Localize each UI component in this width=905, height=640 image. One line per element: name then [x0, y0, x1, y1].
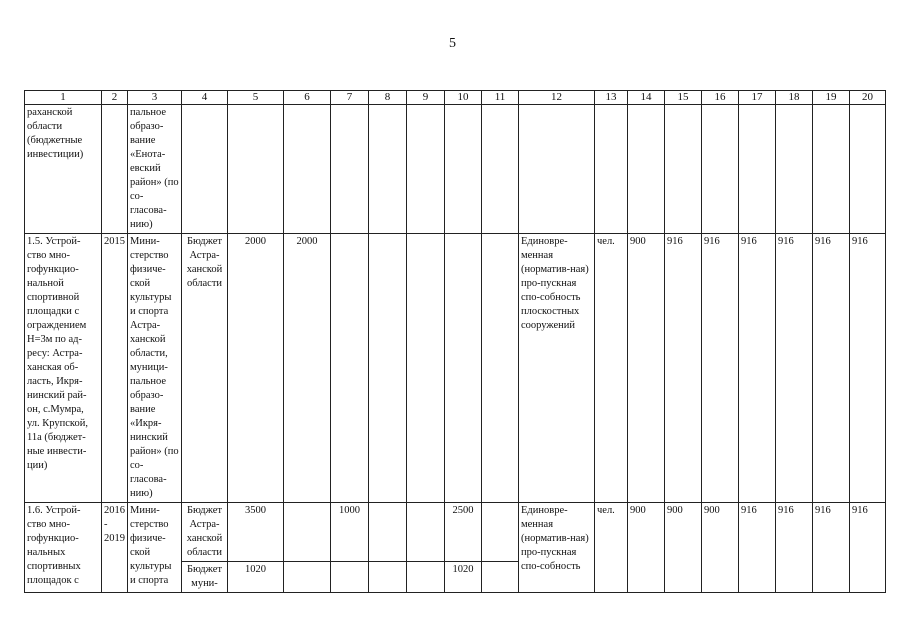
header-cell: 20 [850, 91, 886, 105]
value-cell [228, 105, 284, 234]
value-cell: 900 [702, 503, 739, 593]
value-cell: 916 [776, 503, 813, 593]
header-cell: 11 [482, 91, 519, 105]
header-cell: 3 [128, 91, 182, 105]
value-cell [628, 105, 665, 234]
header-cell: 12 [519, 91, 595, 105]
item-name-cell: раханской области (бюджетные инвестиции) [25, 105, 102, 234]
table-row [25, 503, 886, 562]
funding-source-cell: Бюджет Астра-ханской области [182, 234, 228, 503]
value-cell: 2000 [284, 234, 331, 503]
indicator-cell: Единовре-менная (норматив-ная) про-пускная спо-собность плоскостных сооружений [519, 234, 595, 503]
value-cell [665, 105, 702, 234]
value-cell: 900 [628, 234, 665, 503]
value-cell: 1000 [331, 503, 369, 562]
value-cell [482, 503, 519, 562]
value-cell [284, 503, 331, 562]
value-cell [407, 234, 445, 503]
value-cell [407, 105, 445, 234]
header-cell: 5 [228, 91, 284, 105]
header-cell: 6 [284, 91, 331, 105]
value-cell [445, 234, 482, 503]
item-name-cell: 1.6. Устрой-ство мно-гофункцио-нальных спортивных площадок с [25, 503, 102, 593]
unit-cell [595, 105, 628, 234]
funding-source-cell [182, 105, 228, 234]
header-cell: 7 [331, 91, 369, 105]
value-cell [482, 562, 519, 593]
header-cell: 16 [702, 91, 739, 105]
executor-cell: пальное образо-вание «Енота-евский район» (по со-гласова-нию) [128, 105, 182, 234]
value-cell: 916 [850, 234, 886, 503]
item-name-cell: 1.5. Устрой-ство мно-гофункцио-нальной спортивной площадки с ограждением Н=3м по ад-ресу: Астра-ханская об-ласть, Икря-нинский рай-он, с.Мумра, ул. Крупской, 11а (бюджет-ные инвести-ции) [25, 234, 102, 503]
header-cell: 10 [445, 91, 482, 105]
value-cell [702, 105, 739, 234]
value-cell [331, 562, 369, 593]
header-cell: 9 [407, 91, 445, 105]
header-cell: 14 [628, 91, 665, 105]
header-cell: 18 [776, 91, 813, 105]
header-cell: 4 [182, 91, 228, 105]
period-cell [102, 105, 128, 234]
value-cell: 916 [813, 234, 850, 503]
value-cell: 900 [628, 503, 665, 593]
table-row [25, 234, 886, 503]
value-cell: 916 [776, 234, 813, 503]
header-cell: 17 [739, 91, 776, 105]
value-cell [369, 562, 407, 593]
indicator-cell: Единовре-менная (норматив-ная) про-пускная спо-собность [519, 503, 595, 593]
value-cell [331, 234, 369, 503]
value-cell [482, 105, 519, 234]
value-cell: 916 [702, 234, 739, 503]
header-cell: 2 [102, 91, 128, 105]
page-number: 5 [449, 36, 456, 51]
program-table [24, 90, 886, 593]
header-row [25, 91, 886, 105]
executor-cell: Мини-стерство физиче-ской культуры и спорта [128, 503, 182, 593]
value-cell: 2000 [228, 234, 284, 503]
value-cell [369, 234, 407, 503]
unit-cell: чел. [595, 503, 628, 593]
period-cell: 2016 - 2019 [102, 503, 128, 593]
value-cell [482, 234, 519, 503]
header-cell: 15 [665, 91, 702, 105]
indicator-cell [519, 105, 595, 234]
value-cell: 1020 [228, 562, 284, 593]
value-cell [369, 503, 407, 562]
value-cell [284, 562, 331, 593]
table-row [25, 105, 886, 234]
value-cell: 1020 [445, 562, 482, 593]
value-cell [813, 105, 850, 234]
value-cell: 900 [665, 503, 702, 593]
value-cell: 3500 [228, 503, 284, 562]
value-cell: 916 [665, 234, 702, 503]
header-cell: 1 [25, 91, 102, 105]
value-cell [331, 105, 369, 234]
funding-source-cell: Бюджет Астра-ханской области [182, 503, 228, 562]
value-cell [284, 105, 331, 234]
header-cell: 13 [595, 91, 628, 105]
period-cell: 2015 [102, 234, 128, 503]
value-cell: 2500 [445, 503, 482, 562]
value-cell: 916 [813, 503, 850, 593]
unit-cell: чел. [595, 234, 628, 503]
value-cell [407, 503, 445, 562]
value-cell [776, 105, 813, 234]
header-cell: 19 [813, 91, 850, 105]
funding-source-cell: Бюджет муни- [182, 562, 228, 593]
value-cell: 916 [739, 503, 776, 593]
value-cell [369, 105, 407, 234]
value-cell: 916 [739, 234, 776, 503]
value-cell [445, 105, 482, 234]
value-cell [407, 562, 445, 593]
executor-cell: Мини-стерство физиче-ской культуры и спорта Астра-ханской области, муници-пальное образо-вание «Икря-нинский район» (по со-гласова-нию) [128, 234, 182, 503]
value-cell: 916 [850, 503, 886, 593]
header-cell: 8 [369, 91, 407, 105]
value-cell [850, 105, 886, 234]
value-cell [739, 105, 776, 234]
